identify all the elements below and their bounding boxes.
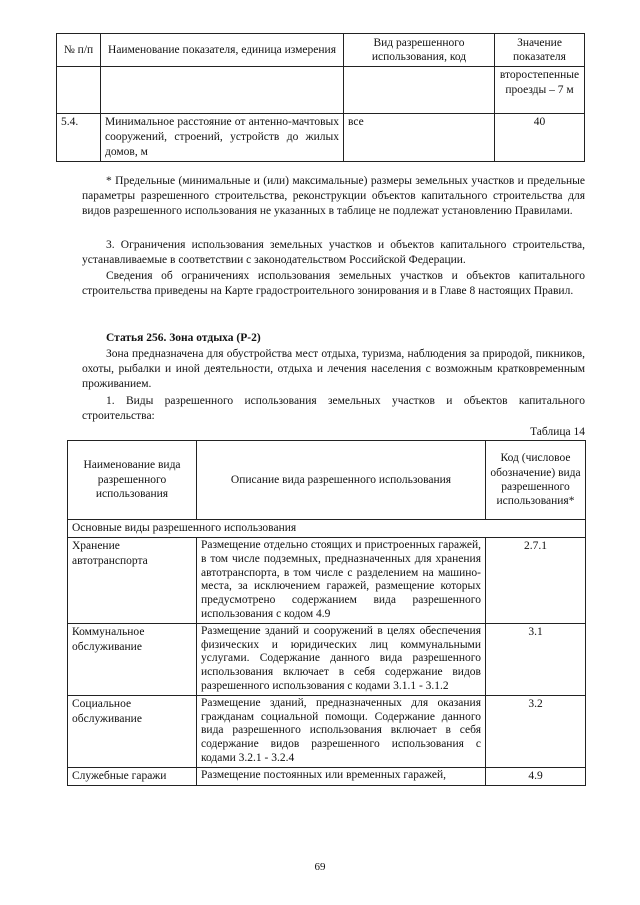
header-use-description: Описание вида разрешенного использования [197, 441, 486, 520]
row-name: Минимальное расстояние от антенно-мачтовых сооружений, строений, устройств до жилых домов, м [101, 114, 344, 162]
use-description: Размещение зданий и сооружений в целях обеспечения физических и юридических лиц коммунальными услугами. Содержание данного вида разрешенного использования включает в себя содержание видов разрешенного использования с кодами 3.1.1 - 3.1.2 [197, 623, 486, 695]
section-row [68, 520, 586, 538]
table-row [68, 695, 586, 767]
header-use-code: Код (числовое обозначение) вида разрешенного использования* [486, 441, 586, 520]
permitted-use-table [67, 440, 586, 786]
page-number: 69 [314, 861, 326, 873]
table-row [57, 67, 585, 114]
restrictions-paragraph: 3. Ограничения использования земельных участков и объектов капитального строительства, устанавливаемые в соответствии с законодательством Российской Федерации. [82, 239, 585, 266]
use-name: Коммунальное обслуживание [68, 623, 197, 695]
table-row [68, 537, 586, 623]
permitted-use-header [68, 441, 586, 520]
table-row [57, 114, 585, 162]
header-use-name: Наименование вида разрешенного использования [68, 441, 197, 520]
row-value: 40 [495, 114, 585, 162]
row-kind: все [344, 114, 495, 162]
use-description: Размещение отдельно стоящих и пристроенных гаражей, в том числе подземных, предназначенных для хранения автотранспорта, в том числе с разделением на машино-места, за исключением гаражей, размещение которых предусмотрено содержанием вида разрешенного использования с кодом 4.9 [197, 537, 486, 623]
use-code: 3.1 [486, 623, 586, 695]
table-label: Таблица 14 [530, 426, 585, 438]
footnote-paragraph: * Предельные (минимальные и (или) максимальные) размеры земельных участков и предельные параметры разрешенного строительства, реконструкции объектов капитального строительства для видов разрешенного использования не указанных в таблице не подлежат установлению Правилами. [82, 175, 585, 217]
continuation-value: второстепенные проезды – 7 м [495, 67, 585, 114]
header-indicator: Наименование показателя, единица измерения [101, 34, 344, 67]
use-name: Хранение автотранспорта [68, 537, 197, 623]
use-name: Служебные гаражи [68, 767, 197, 785]
table-row [68, 767, 586, 785]
header-value: Значение показателя [495, 34, 585, 67]
info-paragraph: Сведения об ограничениях использования земельных участков и объектов капитального строительства приведены на Карте градостроительного зонирования и в Главе 8 настоящих Правил. [82, 270, 585, 297]
row-num: 5.4. [57, 114, 101, 162]
header-num: № п/п [57, 34, 101, 67]
section-title: Основные виды разрешенного использования [68, 520, 586, 538]
use-description: Размещение зданий, предназначенных для оказания гражданам социальной помощи. Содержание данного вида разрешенного использования включает в себя содержание видов разрешенного использования с кодами 3.2.1 - 3.2.4 [197, 695, 486, 767]
use-code: 3.2 [486, 695, 586, 767]
header-use-kind: Вид разрешенного использования, код [344, 34, 495, 67]
use-name: Социальное обслуживание [68, 695, 197, 767]
types-intro: 1. Виды разрешенного использования земельных участков и объектов капитального строительства: [82, 395, 585, 422]
parameters-table-header [57, 34, 585, 67]
use-code: 2.7.1 [486, 537, 586, 623]
zone-description: Зона предназначена для обустройства мест отдыха, туризма, наблюдения за природой, пикников, охоты, рыбалки и иной деятельности, отдыха и лечения населения с возможным кратковременным проживанием. [82, 348, 585, 390]
parameters-table [56, 33, 585, 162]
article-title: Статья 256. Зона отдыха (Р-2) [106, 332, 261, 344]
use-code: 4.9 [486, 767, 586, 785]
table-row [68, 623, 586, 695]
use-description: Размещение постоянных или временных гаражей, [197, 767, 486, 785]
